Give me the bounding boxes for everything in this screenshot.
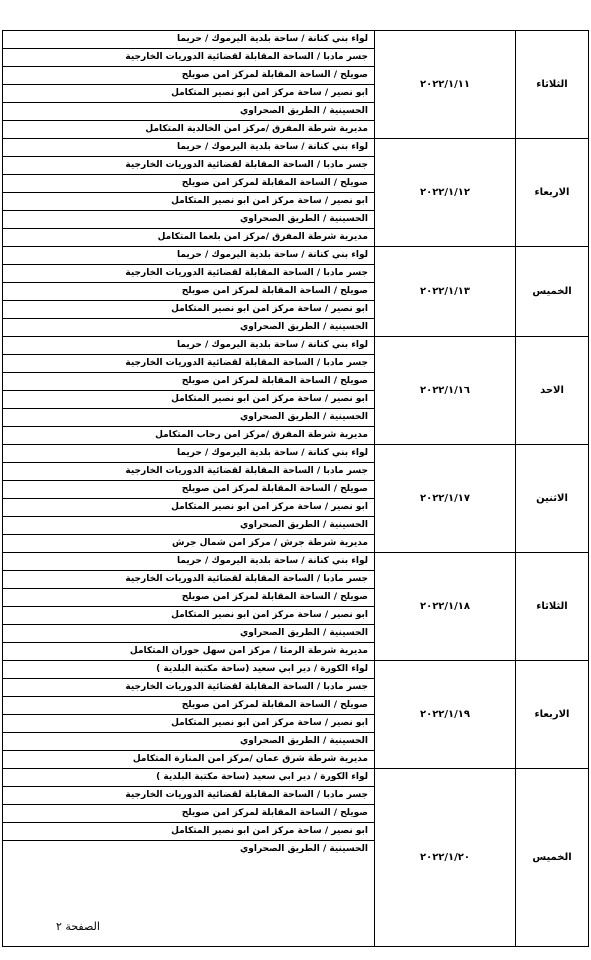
table-row: [3, 31, 589, 139]
site-line: مديرية شرطة جرش / مركز امن شمال جرش: [171, 538, 368, 548]
site-line: مديرية شرطة المفرق /مركز امن بلعما المتكامل: [157, 232, 368, 242]
site-line: لواء بني كنانة / ساحة بلدية اليرموك / حريما: [3, 553, 374, 571]
date-cell: ٢٠٢٢/١/١٨: [375, 553, 516, 661]
sites-cell: [3, 661, 375, 769]
table-row: [3, 553, 589, 661]
day-cell: الاحد: [516, 337, 589, 445]
day-cell: الثلاثاء: [516, 553, 589, 661]
site-line: جسر مادبا / الساحة المقابلة لقضائية الدوريات الخارجية: [3, 157, 374, 175]
sites-cell: [3, 553, 375, 661]
site-line: ابو نصير / ساحة مركز امن ابو نصير المتكامل: [3, 85, 374, 103]
page-number: الصفحة ٢: [56, 920, 100, 933]
site-line: لواء بني كنانة / ساحة بلدية اليرموك / حريما: [3, 31, 374, 49]
site-line: صويلح / الساحة المقابلة لمركز امن صويلح: [3, 373, 374, 391]
site-line: الحسينية / الطريق الصحراوي: [3, 409, 374, 427]
site-line: ابو نصير / ساحة مركز امن ابو نصير المتكامل: [3, 301, 374, 319]
day-cell: الخميس: [516, 247, 589, 337]
sites-cell: [3, 445, 375, 553]
site-line: الحسينية / الطريق الصحراوي: [3, 103, 374, 121]
site-line: لواء الكورة / دير ابي سعيد (ساحة مكتبة البلدية ): [3, 769, 374, 787]
site-line: ابو نصير / ساحة مركز امن ابو نصير المتكامل: [3, 193, 374, 211]
site-line: لواء بني كنانة / ساحة بلدية اليرموك / حريما: [3, 337, 374, 355]
site-line: صويلح / الساحة المقابلة لمركز امن صويلح: [3, 481, 374, 499]
sites-cell: [3, 139, 375, 247]
date-cell: ٢٠٢٢/١/٢٠: [375, 769, 516, 947]
site-line: لواء بني كنانة / ساحة بلدية اليرموك / حريما: [3, 247, 374, 265]
site-line: ابو نصير / ساحة مركز امن ابو نصير المتكامل: [3, 391, 374, 409]
site-line: ابو نصير / ساحة مركز امن ابو نصير المتكامل: [3, 715, 374, 733]
table-row: [3, 247, 589, 337]
sites-cell: [3, 247, 375, 337]
table-row: [3, 337, 589, 445]
day-cell: الاثنين: [516, 445, 589, 553]
site-line: صويلح / الساحة المقابلة لمركز امن صويلح: [3, 283, 374, 301]
site-line: جسر مادبا / الساحة المقابلة لقضائية الدوريات الخارجية: [3, 265, 374, 283]
site-line: جسر مادبا / الساحة المقابلة لقضائية الدوريات الخارجية: [3, 571, 374, 589]
site-line: ابو نصير / ساحة مركز امن ابو نصير المتكامل: [3, 499, 374, 517]
date-cell: ٢٠٢٢/١/١٧: [375, 445, 516, 553]
site-line: الحسينية / الطريق الصحراوي: [3, 733, 374, 751]
site-line: صويلح / الساحة المقابلة لمركز امن صويلح: [3, 67, 374, 85]
table-row: [3, 139, 589, 247]
site-line: جسر مادبا / الساحة المقابلة لقضائية الدوريات الخارجية: [3, 463, 374, 481]
date-cell: ٢٠٢٢/١/١٣: [375, 247, 516, 337]
date-cell: ٢٠٢٢/١/١٢: [375, 139, 516, 247]
schedule-body: [3, 31, 589, 947]
site-line: الحسينية / الطريق الصحراوي: [3, 211, 374, 229]
site-line: لواء بني كنانة / ساحة بلدية اليرموك / حريما: [3, 139, 374, 157]
site-line: مديرية شرطة المفرق /مركز امن رحاب المتكامل: [155, 430, 368, 440]
site-line: لواء الكورة / دير ابي سعيد (ساحة مكتبة البلدية ): [3, 661, 374, 679]
table-row: [3, 661, 589, 769]
day-cell: الخميس: [516, 769, 589, 947]
site-line: صويلح / الساحة المقابلة لمركز امن صويلح: [3, 805, 374, 823]
sites-cell: [3, 337, 375, 445]
site-line: الحسينية / الطريق الصحراوي: [3, 517, 374, 535]
site-line: صويلح / الساحة المقابلة لمركز امن صويلح: [3, 175, 374, 193]
site-line: مديرية شرطة الرمثا / مركز امن سهل حوران المتكامل: [129, 646, 368, 656]
schedule-table: [2, 30, 589, 947]
site-line: جسر مادبا / الساحة المقابلة لقضائية الدوريات الخارجية: [3, 787, 374, 805]
date-cell: ٢٠٢٢/١/١١: [375, 31, 516, 139]
day-cell: الاربعاء: [516, 139, 589, 247]
site-line: صويلح / الساحة المقابلة لمركز امن صويلح: [3, 697, 374, 715]
sites-cell: [3, 31, 375, 139]
site-line: مديرية شرطة شرق عمان /مركز امن المنارة المتكامل: [132, 754, 368, 764]
day-cell: الاربعاء: [516, 661, 589, 769]
site-line: جسر مادبا / الساحة المقابلة لقضائية الدوريات الخارجية: [3, 355, 374, 373]
site-line: ابو نصير / ساحة مركز امن ابو نصير المتكامل: [3, 607, 374, 625]
site-line: لواء بني كنانة / ساحة بلدية اليرموك / حريما: [3, 445, 374, 463]
table-row: [3, 445, 589, 553]
site-line: ابو نصير / ساحة مركز امن ابو نصير المتكامل: [3, 823, 374, 841]
date-cell: ٢٠٢٢/١/١٩: [375, 661, 516, 769]
date-cell: ٢٠٢٢/١/١٦: [375, 337, 516, 445]
site-line: الحسينية / الطريق الصحراوي: [240, 844, 368, 854]
site-line: الحسينية / الطريق الصحراوي: [3, 625, 374, 643]
site-line: جسر مادبا / الساحة المقابلة لقضائية الدوريات الخارجية: [3, 679, 374, 697]
site-line: صويلح / الساحة المقابلة لمركز امن صويلح: [3, 589, 374, 607]
day-cell: الثلاثاء: [516, 31, 589, 139]
site-line: جسر مادبا / الساحة المقابلة لقضائية الدوريات الخارجية: [3, 49, 374, 67]
site-line: مديرية شرطة المفرق /مركز امن الخالدية المتكامل: [145, 124, 368, 134]
site-line: الحسينية / الطريق الصحراوي: [240, 322, 368, 332]
